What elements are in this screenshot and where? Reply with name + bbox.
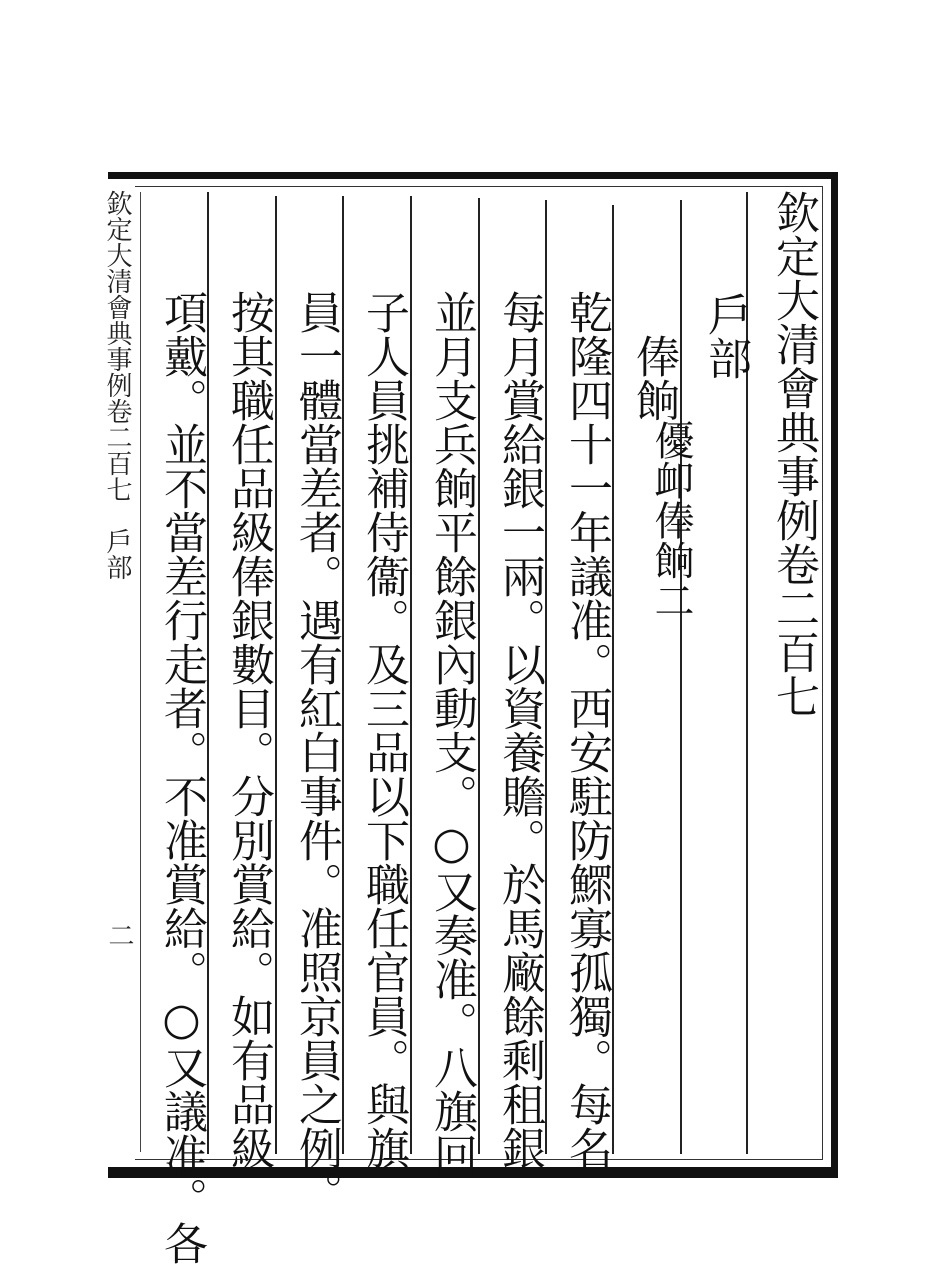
text-column: 並月支兵餉平餘銀內動支。○又奏准。八旗回 [426, 290, 477, 1177]
margin-rule [140, 192, 141, 1152]
topic-heading: 優卹俸餉二 [648, 420, 694, 620]
margin-volume: 卷二百七 [102, 398, 132, 502]
margin-running-header [102, 190, 136, 580]
text-column: 乾隆四十一年議准。西安駐防鰥寡孤獨。每名 [561, 290, 612, 1170]
subsection-heading: 俸餉 [628, 334, 679, 422]
column-rule [410, 196, 412, 1154]
text-column: 項戴。並不當差行走者。不准賞給。○又議准。各 [156, 290, 207, 1265]
column-rule [478, 198, 480, 1154]
column-rule [545, 200, 547, 1154]
column-rule [207, 192, 209, 1154]
text-column: 每月賞給銀一兩。以資養贍。於馬廠餘剩租銀 [494, 290, 545, 1170]
text-column: 員一體當差者。遇有紅白事件。准照京員之例。 [291, 290, 342, 1214]
margin-section: 戶部 [102, 528, 132, 580]
section-heading: 戶部 [700, 292, 751, 380]
column-rule [680, 200, 682, 1154]
column-rule [612, 205, 614, 1154]
margin-page-number: 二 [104, 922, 134, 948]
volume-title: 欽定大清會典事例卷二百七 [768, 190, 819, 718]
text-column: 子人員挑補侍衞。及三品以下職任官員。與旗 [358, 290, 409, 1170]
text-column: 按其職任品級俸銀數目。分別賞給。如有品級 [223, 290, 274, 1170]
column-rule [342, 196, 344, 1154]
margin-title: 欽定大清會典事例 [102, 190, 132, 398]
column-rule [275, 196, 277, 1154]
